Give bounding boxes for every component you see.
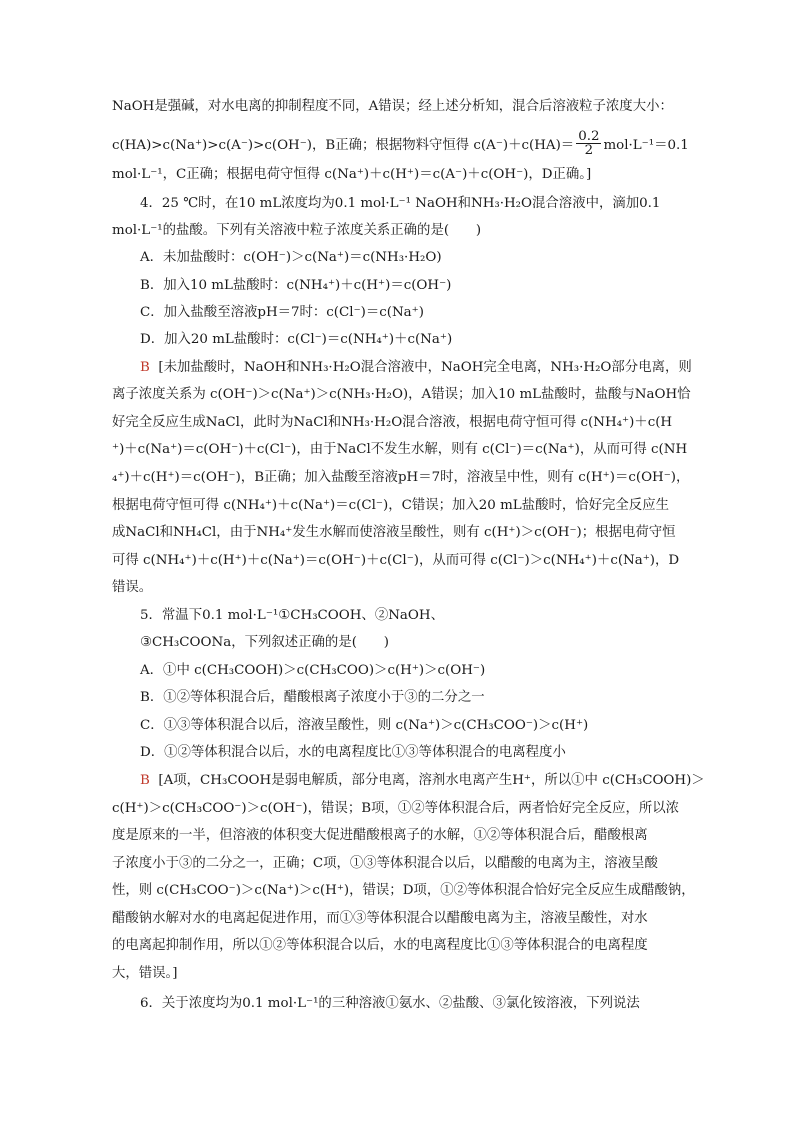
text-line: ₄⁺)＋c(H⁺)＝c(OH⁻)，B正确；加入盐酸至溶液pH＝7时，溶液呈中性，则有 c(H⁺)＝c(OH⁻)， [112, 470, 690, 485]
text-line: 根据电荷守恒可得 c(NH₄⁺)＋c(Na⁺)＝c(Cl⁻)，C错误；加入20 mL盐酸时，恰好完全反应生 [112, 498, 669, 513]
text-line: 醋酸钠水解对水的电离起促进作用，而①③等体积混合以醋酸电离为主，溶液呈酸性，对水 [112, 911, 648, 926]
text-line: 成NaCl和NH₄Cl，由于NH₄⁺发生水解而使溶液呈酸性，则有 c(H⁺)＞c(OH⁻)；根据电荷守恒 [112, 525, 676, 540]
option-c: C．①③等体积混合以后，溶液呈酸性，则 c(Na⁺)＞c(CH₃COO⁻)＞c(H⁺) [140, 718, 589, 733]
text-line: ③CH₃COONa，下列叙述正确的是( ) [140, 635, 389, 650]
option-b: B．加入10 mL盐酸时：c(NH₄⁺)＋c(H⁺)＝c(OH⁻) [140, 278, 452, 293]
fraction-numerator: 0.2 [578, 129, 600, 144]
question-6-stem: 6．关于浓度均为0.1 mol·L⁻¹的三种溶液①氨水、②盐酸、③氯化铵溶液，下列说法 [140, 996, 640, 1011]
text-line: NaOH是强碱，对水电离的抑制程度不同，A错误；经上述分析知，混合后溶液粒子浓度大小： [112, 99, 673, 114]
text-line: 性，则 c(CH₃COO⁻)＞c(Na⁺)＞c(H⁺)，错误；D项，①②等体积混合恰好完全反应生成醋酸钠， [112, 883, 695, 898]
text-line: 可得 c(NH₄⁺)＋c(H⁺)＋c(Na⁺)＝c(OH⁻)＋c(Cl⁻)，从而可得 c(Cl⁻)＞c(NH₄⁺)＋c(Na⁺)，D [112, 553, 680, 568]
answer-5-letter: B [140, 773, 150, 788]
text-segment: [A项，CH₃COOH是弱电解质，部分电离，溶剂水电离产生H⁺，所以①中 c(CH₃COOH)＞ [158, 773, 705, 788]
option-d: D．①②等体积混合以后，水的电离程度比①③等体积混合的电离程度小 [140, 745, 566, 760]
text-line: ⁺)＋c(Na⁺)＝c(OH⁻)＋c(Cl⁻)，由于NaCl不发生水解，则有 c(Cl⁻)＝c(Na⁺)，从而可得 c(NH [112, 442, 688, 457]
answer-5-line [140, 772, 705, 790]
text-segment: c(HA)>c(Na⁺)>c(A⁻)>c(OH⁻)，B正确；根据物料守恒得 c(A⁻)＋c(HA)＝ [112, 138, 575, 153]
option-d: D．加入20 mL盐酸时：c(Cl⁻)＝c(NH₄⁺)＋c(Na⁺) [140, 332, 453, 347]
text-segment: [未加盐酸时，NaOH和NH₃·H₂O混合溶液中，NaOH完全电离，NH₃·H₂O部分电离，则 [158, 360, 692, 375]
text-line: 离子浓度关系为 c(OH⁻)＞c(Na⁺)＞c(NH₃·H₂O)，A错误；加入10 mL盐酸时，盐酸与NaOH恰 [112, 387, 691, 402]
text-line: 的电离起抑制作用，所以①②等体积混合以后，水的电离程度比①③等体积混合的电离程度 [112, 938, 648, 953]
fraction [576, 130, 601, 157]
text-line: 好完全反应生成NaCl，此时为NaCl和NH₃·H₂O混合溶液，根据电荷守恒可得 c(NH₄⁺)＋c(H [112, 415, 673, 430]
answer-4-letter: B [140, 360, 150, 375]
answer-4-line [140, 359, 692, 377]
option-a: A．①中 c(CH₃COOH)＞c(CH₃COO)＞c(H⁺)＞c(OH⁻) [140, 663, 486, 678]
text-segment: mol·L⁻¹＝0.1 [603, 138, 689, 153]
text-line: 度是原来的一半，但溶液的体积变大促进醋酸根离子的水解，①②等体积混合后，醋酸根离 [112, 828, 648, 843]
text-line: mol·L⁻¹的盐酸。下列有关溶液中粒子浓度关系正确的是( ) [112, 223, 482, 238]
text-line: c(H⁺)＞c(CH₃COO⁻)＞c(OH⁻)，错误；B项，①②等体积混合后，两者恰好完全反应，所以浓 [112, 801, 680, 816]
question-5-stem: 5．常温下0.1 mol·L⁻¹①CH₃COOH、②NaOH、 [140, 608, 444, 623]
text-line: 错误。 [112, 580, 153, 595]
text-line: mol·L⁻¹，C正确；根据电荷守恒得 c(Na⁺)＋c(H⁺)＝c(A⁻)＋c(OH⁻)，D正确。] [112, 167, 592, 182]
option-c: C．加入盐酸至溶液pH＝7时：c(Cl⁻)＝c(Na⁺) [140, 305, 424, 320]
fraction-denominator: 2 [584, 143, 594, 158]
text-line-with-fraction [112, 129, 689, 159]
question-4-stem: 4．25 ℃时，在10 mL浓度均为0.1 mol·L⁻¹ NaOH和NH₃·H₂O混合溶液中，滴加0.1 [140, 196, 661, 211]
text-line: 子浓度小于③的二分之一，正确；C项，①③等体积混合以后，以醋酸的电离为主，溶液呈酸 [112, 856, 658, 871]
option-b: B．①②等体积混合后，醋酸根离子浓度小于③的二分之一 [140, 690, 485, 705]
option-a: A．未加盐酸时：c(OH⁻)＞c(Na⁺)＝c(NH₃·H₂O) [140, 250, 442, 265]
text-line: 大，错误。] [112, 966, 178, 981]
